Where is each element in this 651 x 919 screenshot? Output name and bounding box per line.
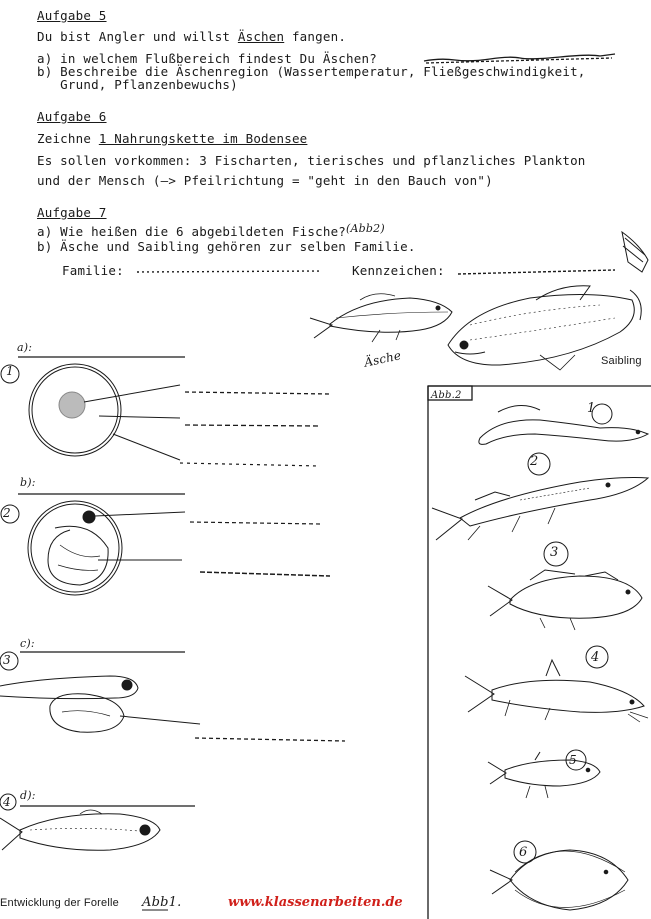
stage-1-drawing — [1, 357, 330, 466]
stage-label-b: b): — [20, 476, 36, 489]
abb2-number-1: 1 — [587, 401, 596, 416]
stage-label-a: a): — [17, 341, 33, 354]
stage-3-drawing — [0, 652, 345, 741]
aufgabe7-question-b: b) Äsche und Saibling gehören zur selben Familie. — [37, 239, 416, 254]
trout-tail-sketch — [622, 232, 648, 272]
abb2-frame — [428, 386, 651, 919]
abb2-label: Abb.2 — [431, 390, 462, 401]
aufgabe5-intro: Du bist Angler und willst Äschen fangen. — [37, 29, 347, 44]
abb2-number-3: 3 — [550, 545, 559, 560]
asche-fish-drawing — [310, 294, 452, 342]
aufgabe6-title: Aufgabe 6 — [37, 109, 107, 124]
aufgabe6-requirements: Es sollen vorkommen: 3 Fischarten, tierisches und pflanzliches Plankton — [37, 153, 586, 168]
aufgabe7-title: Aufgabe 7 — [37, 205, 107, 220]
abb2-fish-3-drawing — [488, 542, 642, 630]
abb2-fish-6-drawing — [490, 841, 628, 910]
abb2-number-6: 6 — [519, 845, 528, 860]
stage-number-3: 3 — [3, 653, 11, 667]
stage-number-4: 4 — [3, 795, 11, 809]
stage-label-d: d): — [20, 789, 36, 802]
aufgabe5-question-a: a) in welchem Flußbereich findest Du Äschen? — [37, 51, 377, 66]
footer-abb1: Abb1. — [142, 895, 182, 910]
watermark: www.klassenarbeiten.de — [228, 895, 403, 910]
asche-label: Äsche — [362, 348, 403, 370]
stage-2-drawing — [1, 494, 330, 595]
saibling-fish-drawing — [448, 286, 641, 370]
kennzeichen-label: Kennzeichen: — [352, 263, 445, 278]
abb2-number-4: 4 — [591, 650, 600, 665]
abb2-fish-2-drawing — [432, 453, 648, 540]
stage-4-drawing — [0, 794, 195, 850]
aufgabe6-instruction: Zeichne 1 Nahrungskette im Bodensee — [37, 131, 308, 146]
aufgabe5-question-b-cont: Grund, Pflanzenbewuchs) — [37, 77, 238, 92]
aufgabe7-question-a: a) Wie heißen die 6 abgebildeten Fische?(Abb2) — [37, 222, 385, 239]
answer-scribble-5a — [424, 54, 615, 63]
aufgabe5-question-b: b) Beschreibe die Äschenregion (Wassertemperatur, Fließgeschwindigkeit, — [37, 64, 586, 79]
abb2-fish-4-drawing — [465, 646, 648, 722]
saibling-label: Saibling — [601, 355, 642, 367]
familie-label: Familie: — [62, 263, 124, 278]
abb2-number-2: 2 — [530, 454, 539, 469]
answer-scribble-kennzeichen — [458, 270, 615, 274]
stage-number-1: 1 — [6, 364, 14, 378]
answer-scribble-familie — [137, 271, 322, 272]
footer-caption: Entwicklung der Forelle — [0, 897, 119, 909]
abb2-fish-5-drawing — [488, 750, 600, 798]
stage-label-c: c): — [20, 637, 35, 650]
abb2-number-5: 5 — [569, 753, 577, 767]
stage-number-2: 2 — [3, 506, 11, 520]
abb2-fish-1-drawing — [479, 404, 648, 444]
aufgabe5-title: Aufgabe 5 — [37, 8, 107, 23]
aufgabe6-requirements-cont: und der Mensch (—> Pfeilrichtung = "geht in den Bauch von") — [37, 173, 493, 188]
